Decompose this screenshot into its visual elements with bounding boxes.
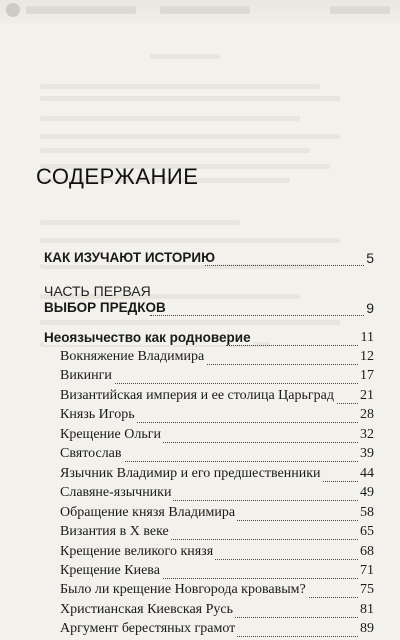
toc-subentry-title: Святослав	[60, 446, 122, 462]
toc-subentry[interactable]	[0, 544, 400, 563]
toc-entry-intro[interactable]	[0, 250, 400, 269]
toc-subentry[interactable]	[0, 427, 400, 446]
toc-subentry-title: Славяне-язычники	[60, 485, 172, 501]
toc-subentry-title: Византия в X веке	[60, 524, 169, 540]
toc-entry-page: 9	[366, 300, 374, 316]
toc-subentry-page: 17	[360, 368, 374, 384]
toc-entry-title: ВЫБОР ПРЕДКОВ	[44, 300, 166, 315]
page-title: СОДЕРЖАНИЕ	[36, 164, 199, 189]
toc-subentry-page: 68	[360, 543, 374, 559]
toc-subentry-page: 65	[360, 524, 374, 540]
toc-subentry-page: 49	[360, 485, 374, 501]
toc-subentry-page: 89	[360, 621, 374, 637]
toc-entry-page: 11	[360, 330, 374, 345]
toc-subentry-title: Было ли крещение Новгорода кровавым?	[60, 582, 306, 598]
toc-subentry-page: 75	[360, 582, 374, 598]
leader-dots	[80, 383, 364, 384]
part-label: ЧАСТЬ ПЕРВАЯ	[44, 283, 151, 299]
toc-subentry-page: 21	[360, 387, 374, 403]
toc-subentry-title: Аргумент берестяных грамот	[60, 621, 236, 637]
toc-entry-title: КАК ИЗУЧАЮТ ИСТОРИЮ	[44, 250, 215, 265]
toc-subentry-title: Крещение великого князя	[60, 543, 214, 559]
toc-subentry-title: Вокняжение Владимира	[60, 349, 205, 364]
toc-entry-section[interactable]	[0, 330, 400, 349]
toc-entry-part[interactable]	[0, 300, 400, 319]
leader-dots	[205, 265, 364, 266]
toc-subentry[interactable]	[0, 563, 400, 582]
toc-subentry-page: 28	[360, 407, 374, 423]
toc-subentry[interactable]	[0, 388, 400, 407]
leader-dots	[226, 345, 364, 346]
toc-subentry-title: Византийская империя и ее столица Царьград	[60, 387, 334, 403]
toc-subentry[interactable]	[0, 524, 400, 543]
toc-subentry[interactable]	[0, 485, 400, 504]
leader-dots	[150, 315, 364, 316]
toc-entry-page: 5	[366, 250, 374, 266]
toc-entry-title: Неоязычество как родноверие	[44, 330, 251, 345]
toc-subentry-page: 44	[360, 465, 374, 481]
toc-subentry-title: Князь Игорь	[60, 407, 135, 423]
toc-subentry[interactable]	[0, 368, 400, 387]
toc-subentry-page: 32	[360, 426, 374, 442]
toc-subentry[interactable]	[0, 407, 400, 426]
toc-subentry[interactable]	[0, 621, 400, 640]
toc-subentry-title: Язычник Владимир и его предшественники	[60, 465, 321, 481]
toc-subentry-title: Викинги	[60, 368, 112, 384]
toc-subentry-title: Христианская Киевская Русь	[60, 601, 234, 617]
toc-subentry[interactable]	[0, 582, 400, 601]
toc-subentry-page: 81	[360, 601, 374, 617]
toc-subentry[interactable]	[0, 466, 400, 485]
toc-subentry[interactable]	[0, 505, 400, 524]
toc-subentry-page: 39	[360, 446, 374, 462]
toc-subentry-page: 58	[360, 504, 374, 520]
toc-subentry-page: 71	[360, 562, 374, 578]
toc-subentry-title: Крещение Киева	[60, 562, 160, 578]
toc-subentry-page: 12	[360, 349, 374, 364]
toc-subentry[interactable]	[0, 602, 400, 621]
toc-subentry-title: Обращение князя Владимира	[60, 504, 236, 520]
toc-subentry[interactable]	[0, 349, 400, 368]
toc-subentry[interactable]	[0, 446, 400, 465]
toc-subentry-title: Крещение Ольги	[60, 426, 161, 442]
